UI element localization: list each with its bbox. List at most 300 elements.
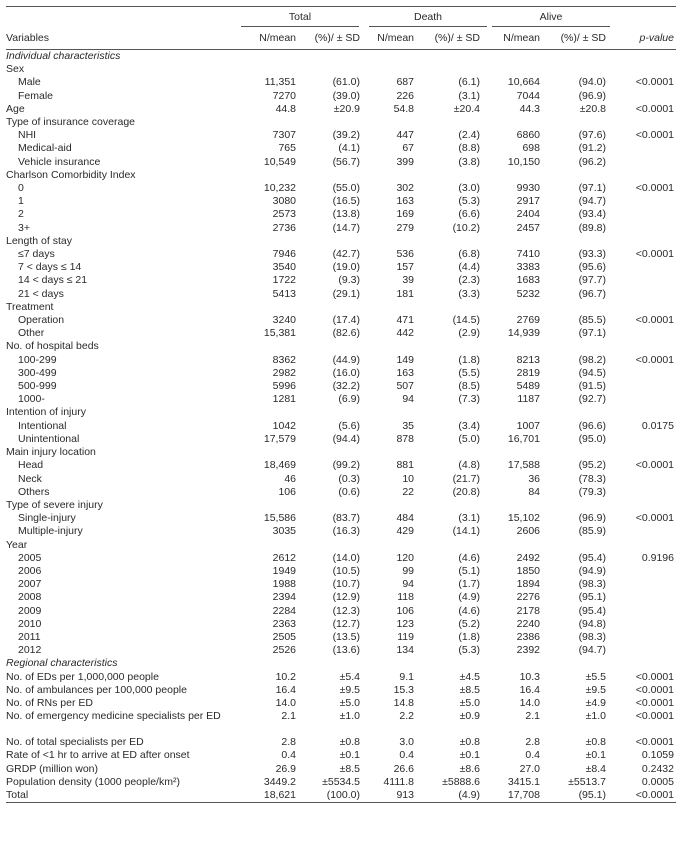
death-n-cell: 22 — [402, 485, 414, 498]
p-value-cell — [614, 644, 676, 657]
table-row — [6, 420, 676, 433]
table-row — [6, 90, 676, 103]
death-pct-cell: ±20.4 — [453, 102, 480, 115]
death-pct-cell: (2.4) — [458, 129, 480, 142]
death-n-cell: 507 — [396, 380, 414, 393]
total-n-cell: 2526 — [272, 644, 296, 657]
table-row — [6, 789, 676, 803]
total-pct-cell: (4.1) — [338, 142, 360, 155]
category-header-row — [6, 235, 676, 248]
alive-pct-cell: (98.3) — [578, 578, 606, 591]
death-n-cell: 99 — [402, 564, 414, 577]
category-label: Year — [6, 538, 28, 551]
p-value-cell: <0.0001 — [635, 736, 674, 749]
total-pct-cell: (39.0) — [332, 89, 360, 102]
total-n-cell: 7307 — [272, 129, 296, 142]
table-row — [6, 512, 676, 525]
table-row — [6, 684, 676, 697]
total-n-cell: 2394 — [272, 591, 296, 604]
alive-pct-cell: (94.5) — [578, 366, 606, 379]
death-n-cell: 94 — [402, 393, 414, 406]
category-header-row — [6, 169, 676, 182]
p-value-cell — [614, 565, 676, 578]
death-n-cell: 169 — [396, 208, 414, 221]
alive-n-cell: 2606 — [516, 525, 540, 538]
alive-pct-cell: (95.4) — [578, 604, 606, 617]
variable-label: Others — [18, 485, 50, 498]
p-value-cell — [614, 90, 676, 103]
death-pct-cell: (14.1) — [452, 525, 480, 538]
category-label: Type of severe injury — [6, 498, 103, 511]
p-value-cell — [614, 591, 676, 604]
death-pct-cell: (20.8) — [452, 485, 480, 498]
table-row — [6, 129, 676, 142]
variable-label: 1 — [18, 195, 24, 208]
total-pct-cell: (12.9) — [332, 591, 360, 604]
variable-label: 2008 — [18, 591, 42, 604]
p-value-cell — [614, 393, 676, 406]
total-n-cell: 15,586 — [263, 512, 296, 525]
p-value-cell — [614, 578, 676, 591]
death-n-cell: 471 — [396, 314, 414, 327]
variable-label: 1000- — [18, 393, 45, 406]
alive-n-cell: 2457 — [516, 221, 540, 234]
p-value-cell — [614, 525, 676, 538]
column-header-n-mean: N/mean — [368, 27, 414, 50]
total-pct-cell: (39.2) — [332, 129, 360, 142]
death-n-cell: 878 — [396, 432, 414, 445]
total-pct-cell: (100.0) — [296, 789, 368, 803]
death-pct-cell: (5.0) — [458, 432, 480, 445]
total-pct-cell: (13.8) — [332, 208, 360, 221]
alive-n-cell: 16.4 — [519, 683, 540, 696]
table-row — [6, 552, 676, 565]
alive-n-cell: 8213 — [516, 353, 540, 366]
alive-pct-cell: ±4.9 — [585, 696, 606, 709]
alive-n-cell: 2769 — [516, 314, 540, 327]
p-value-cell — [614, 605, 676, 618]
p-value-cell: 0.1059 — [641, 749, 674, 762]
variable-label: Rate of <1 hr to arrive at ED after onset — [6, 749, 190, 762]
table-row — [6, 208, 676, 221]
total-pct-cell: (82.6) — [332, 327, 360, 340]
variable-label: Operation — [18, 314, 65, 327]
section-label: Regional characteristics — [6, 657, 118, 670]
alive-pct-cell: (97.7) — [578, 274, 606, 287]
alive-n-cell: 1683 — [516, 274, 540, 287]
p-value-cell — [614, 195, 676, 208]
variable-label: 2010 — [18, 617, 42, 630]
variable-label: 0 — [18, 182, 24, 195]
death-n-cell: 35 — [402, 419, 414, 432]
death-n-cell: 279 — [396, 221, 414, 234]
table-row — [6, 380, 676, 393]
death-pct-cell: (5.3) — [458, 195, 480, 208]
total-pct-cell: ±0.1 — [339, 749, 360, 762]
death-n-cell: 14.8 — [393, 696, 414, 709]
table-row — [6, 618, 676, 631]
p-value-cell: <0.0001 — [635, 696, 674, 709]
alive-n-cell: 84 — [528, 485, 540, 498]
table-row — [6, 631, 676, 644]
death-n-cell: 119 — [397, 630, 414, 643]
alive-n-cell: 0.4 — [525, 749, 540, 762]
death-n-cell: 442 — [396, 327, 414, 340]
death-n-cell: 163 — [396, 366, 414, 379]
death-n-cell: 15.3 — [393, 683, 414, 696]
alive-n-cell: 10.3 — [519, 670, 540, 683]
death-pct-cell: ±0.8 — [459, 736, 480, 749]
alive-pct-cell: ±0.1 — [585, 749, 606, 762]
death-pct-cell: (8.8) — [458, 142, 480, 155]
variable-label: Other — [18, 327, 45, 340]
p-value-cell: <0.0001 — [635, 102, 674, 115]
total-n-cell: 3080 — [272, 195, 296, 208]
p-value-cell — [614, 274, 676, 287]
alive-pct-cell: (94.9) — [578, 564, 606, 577]
alive-n-cell: 44.3 — [519, 102, 540, 115]
total-pct-cell: (12.3) — [332, 604, 360, 617]
category-label: Main injury location — [6, 446, 96, 459]
total-n-cell: 2.1 — [281, 710, 296, 723]
death-pct-cell: (5.5) — [458, 366, 480, 379]
death-n-cell: 447 — [396, 129, 414, 142]
alive-n-cell: 36 — [528, 472, 540, 485]
table-row — [6, 222, 676, 235]
p-value-cell — [614, 473, 676, 486]
table-row — [6, 76, 676, 89]
p-value-cell: <0.0001 — [635, 670, 674, 683]
death-pct-cell: ±4.5 — [459, 670, 480, 683]
category-header-row — [6, 539, 676, 552]
death-pct-cell: (3.8) — [458, 155, 480, 168]
total-pct-cell: (14.7) — [332, 221, 360, 234]
death-pct-cell: (4.8) — [458, 459, 480, 472]
p-value-cell: <0.0001 — [635, 683, 674, 696]
table-row — [6, 763, 676, 776]
alive-pct-cell: (98.3) — [578, 630, 606, 643]
table-row — [6, 288, 676, 301]
death-n-cell: 157 — [396, 261, 414, 274]
alive-n-cell: 2.8 — [525, 736, 540, 749]
total-n-cell: 10,232 — [263, 182, 296, 195]
category-label: Sex — [6, 63, 25, 76]
p-value-cell — [614, 327, 676, 340]
variable-label: 2007 — [18, 578, 42, 591]
total-n-cell: 2363 — [272, 617, 296, 630]
total-pct-cell: (83.7) — [332, 512, 360, 525]
group-header-total: Total — [232, 7, 368, 28]
variable-label: Population density (1000 people/km²) — [6, 775, 180, 788]
p-value-cell — [614, 380, 676, 393]
death-pct-cell: (5.3) — [458, 644, 480, 657]
death-pct-cell: (7.3) — [458, 393, 480, 406]
total-n-cell: 11,351 — [264, 76, 296, 89]
category-header-row — [6, 446, 676, 459]
alive-n-cell: 2917 — [516, 195, 540, 208]
alive-pct-cell: (98.2) — [578, 353, 606, 366]
death-n-cell: 484 — [396, 512, 414, 525]
total-n-cell: 3240 — [272, 314, 296, 327]
death-pct-cell: (10.2) — [452, 221, 480, 234]
death-n-cell: 302 — [396, 182, 414, 195]
variable-label: No. of RNs per ED — [6, 696, 93, 709]
alive-pct-cell: (78.3) — [578, 472, 606, 485]
alive-pct-cell: (92.7) — [578, 393, 606, 406]
variable-label: Multiple-injury — [18, 525, 83, 538]
column-header-n-mean: N/mean — [232, 27, 296, 50]
category-label: Treatment — [6, 300, 54, 313]
table-row — [6, 736, 676, 749]
variable-label: No. of EDs per 1,000,000 people — [6, 670, 159, 683]
alive-pct-cell: ±8.4 — [585, 762, 606, 775]
alive-pct-cell: (97.6) — [578, 129, 606, 142]
category-label: Type of insurance coverage — [6, 116, 135, 129]
table-row — [6, 749, 676, 762]
table-row — [6, 367, 676, 380]
category-header-row — [6, 301, 676, 314]
table-row — [6, 459, 676, 472]
death-n-cell: 4111.8 — [383, 775, 414, 788]
death-pct-cell: ±5.0 — [459, 696, 480, 709]
total-pct-cell: (44.9) — [332, 353, 360, 366]
death-pct-cell: (3.4) — [458, 419, 480, 432]
total-n-cell: 17,579 — [263, 432, 296, 445]
alive-pct-cell: (85.5) — [578, 314, 606, 327]
total-n-cell: 1722 — [272, 274, 296, 287]
alive-pct-cell: (94.8) — [578, 617, 606, 630]
table-row — [6, 565, 676, 578]
total-pct-cell: (13.6) — [332, 644, 360, 657]
table-row — [6, 182, 676, 195]
total-n-cell: 2736 — [272, 221, 296, 234]
variable-label: Male — [18, 76, 41, 89]
alive-n-cell: 2492 — [516, 551, 540, 564]
total-n-cell: 3035 — [272, 525, 296, 538]
p-value-cell: 0.2432 — [641, 762, 674, 775]
table-row — [6, 776, 676, 789]
p-value-cell: <0.0001 — [614, 789, 676, 803]
category-header-row — [6, 406, 676, 419]
alive-pct-cell: (93.3) — [578, 248, 606, 261]
death-pct-cell: (1.7) — [458, 578, 480, 591]
alive-pct-cell: ±20.8 — [579, 102, 606, 115]
table-row — [6, 142, 676, 155]
death-n-cell: 163 — [396, 195, 414, 208]
total-n-cell: 5413 — [272, 287, 296, 300]
total-n-cell: 3449.2 — [263, 775, 296, 788]
alive-pct-cell: (96.9) — [578, 512, 606, 525]
alive-pct-cell: ±0.8 — [585, 736, 606, 749]
table-row — [6, 314, 676, 327]
death-pct-cell: (4.6) — [458, 604, 480, 617]
table-row — [6, 486, 676, 499]
p-value-cell: 0.9196 — [641, 551, 674, 564]
death-n-cell: 0.4 — [399, 749, 414, 762]
category-header-row — [6, 63, 676, 76]
total-pct-cell: (16.0) — [332, 366, 360, 379]
variable-label: 500-999 — [18, 380, 57, 393]
table-row — [6, 697, 676, 710]
death-n-cell: 39 — [402, 274, 414, 287]
column-header-pct-sd: (%)/ ± SD — [296, 27, 368, 50]
alive-n-cell: 15,102 — [507, 512, 540, 525]
alive-pct-cell: ±5.5 — [585, 670, 606, 683]
total-pct-cell: (0.6) — [338, 485, 360, 498]
death-pct-cell: ±5888.6 — [442, 775, 480, 788]
total-pct-cell: (32.2) — [332, 380, 360, 393]
variable-label: No. of total specialists per ED — [6, 736, 144, 749]
alive-n-cell: 2240 — [516, 617, 540, 630]
alive-pct-cell: (93.4) — [578, 208, 606, 221]
variable-label: Unintentional — [18, 432, 80, 445]
p-value-cell: <0.0001 — [635, 512, 674, 525]
death-pct-cell: (3.0) — [458, 182, 480, 195]
header-column-row — [6, 27, 676, 50]
alive-n-cell: 27.0 — [519, 762, 540, 775]
variable-label: 2011 — [18, 630, 41, 643]
p-value-cell: <0.0001 — [635, 353, 674, 366]
death-pct-cell: ±8.6 — [459, 762, 480, 775]
alive-pct-cell: (95.4) — [578, 551, 606, 564]
column-header-n-mean: N/mean — [488, 27, 540, 50]
total-n-cell: 14.0 — [275, 696, 296, 709]
alive-n-cell: 2404 — [516, 208, 540, 221]
total-n-cell: 16.4 — [275, 683, 296, 696]
alive-n-cell: 7410 — [516, 248, 540, 261]
death-n-cell: 67 — [402, 142, 414, 155]
death-pct-cell: (4.9) — [458, 591, 480, 604]
alive-pct-cell: (95.6) — [578, 261, 606, 274]
alive-n-cell: 1894 — [516, 578, 540, 591]
death-pct-cell: (4.6) — [458, 551, 480, 564]
total-n-cell: 765 — [278, 142, 296, 155]
p-value-cell — [614, 367, 676, 380]
alive-pct-cell: ±9.5 — [585, 683, 606, 696]
variable-label: ≤7 days — [18, 248, 55, 261]
table-row — [6, 274, 676, 287]
p-value-cell — [614, 208, 676, 221]
table-row — [6, 644, 676, 657]
death-n-cell: 913 — [368, 789, 414, 803]
alive-pct-cell: (96.6) — [578, 419, 606, 432]
category-label: No. of hospital beds — [6, 340, 99, 353]
total-n-cell: 5996 — [272, 380, 296, 393]
variable-label: Female — [18, 89, 54, 102]
death-pct-cell: (14.5) — [452, 314, 480, 327]
death-n-cell: 429 — [396, 525, 414, 538]
p-value-cell — [614, 631, 676, 644]
total-pct-cell: (16.3) — [332, 525, 360, 538]
alive-pct-cell: (97.1) — [578, 327, 606, 340]
death-pct-cell: (5.2) — [458, 617, 480, 630]
death-pct-cell: (21.7) — [452, 472, 480, 485]
death-n-cell: 123 — [396, 617, 414, 630]
total-n-cell: 2982 — [272, 366, 296, 379]
total-n-cell: 46 — [284, 472, 296, 485]
variable-label: 2012 — [18, 644, 42, 657]
alive-pct-cell: (94.0) — [578, 76, 606, 89]
death-pct-cell: (2.3) — [458, 274, 480, 287]
variable-label: 2009 — [18, 604, 42, 617]
p-value-cell — [614, 156, 676, 169]
death-pct-cell: (4.4) — [458, 261, 480, 274]
table-row — [6, 248, 676, 261]
death-pct-cell: (3.1) — [458, 89, 480, 102]
header-group-row — [6, 7, 676, 28]
total-pct-cell: (14.0) — [332, 551, 360, 564]
death-pct-cell: ±0.1 — [459, 749, 480, 762]
category-label: Intention of injury — [6, 406, 86, 419]
table-row — [6, 591, 676, 604]
section-header-row — [6, 657, 676, 670]
variable-label: 3+ — [18, 221, 30, 234]
p-value-cell: <0.0001 — [635, 710, 674, 723]
total-pct-cell: (19.0) — [332, 261, 360, 274]
variable-label: Single-injury — [18, 512, 76, 525]
alive-n-cell: 3415.1 — [507, 775, 540, 788]
death-n-cell: 120 — [396, 551, 414, 564]
alive-pct-cell: (91.2) — [578, 142, 606, 155]
alive-n-cell: 17,708 — [488, 789, 540, 803]
alive-pct-cell: (85.9) — [578, 525, 606, 538]
total-n-cell: 44.8 — [275, 102, 296, 115]
total-pct-cell: (13.5) — [332, 630, 360, 643]
total-pct-cell: ±8.5 — [339, 762, 360, 775]
alive-n-cell: 6860 — [516, 129, 540, 142]
total-pct-cell: (61.0) — [332, 76, 360, 89]
total-n-cell: 18,469 — [263, 459, 296, 472]
death-n-cell: 118 — [397, 591, 414, 604]
total-n-cell: 15,381 — [263, 327, 296, 340]
alive-n-cell: 1187 — [517, 393, 540, 406]
variable-label: Total — [6, 789, 232, 803]
total-pct-cell: ±5534.5 — [322, 775, 360, 788]
table-row — [6, 578, 676, 591]
total-n-cell: 8362 — [272, 353, 296, 366]
p-value-cell: <0.0001 — [635, 459, 674, 472]
category-label: Length of stay — [6, 234, 72, 247]
p-value-cell: 0.0175 — [641, 419, 674, 432]
p-value-cell — [614, 486, 676, 499]
alive-n-cell: 7044 — [516, 89, 540, 102]
alive-pct-cell: (96.9) — [578, 89, 606, 102]
death-n-cell: 26.6 — [393, 762, 414, 775]
category-header-row — [6, 499, 676, 512]
p-value-cell — [614, 142, 676, 155]
total-pct-cell: ±9.5 — [339, 683, 360, 696]
alive-pct-cell: (95.2) — [578, 459, 606, 472]
total-pct-cell: (99.2) — [332, 459, 360, 472]
characteristics-table — [6, 6, 676, 803]
death-pct-cell: (3.3) — [458, 287, 480, 300]
column-header-variables: Variables — [6, 27, 232, 50]
alive-n-cell: 1850 — [516, 564, 540, 577]
death-n-cell: 226 — [396, 89, 414, 102]
p-value-cell: <0.0001 — [635, 76, 674, 89]
death-n-cell: 106 — [396, 604, 414, 617]
death-pct-cell: (6.1) — [458, 76, 480, 89]
total-pct-cell: (12.7) — [332, 617, 360, 630]
total-n-cell: 3540 — [272, 261, 296, 274]
group-header-alive: Alive — [488, 7, 614, 28]
variable-label: 7 < days ≤ 14 — [18, 261, 82, 274]
total-n-cell: 2612 — [272, 551, 296, 564]
death-pct-cell: (6.8) — [458, 248, 480, 261]
total-pct-cell: ±0.8 — [339, 736, 360, 749]
table-row — [6, 671, 676, 684]
death-pct-cell: (4.9) — [414, 789, 488, 803]
